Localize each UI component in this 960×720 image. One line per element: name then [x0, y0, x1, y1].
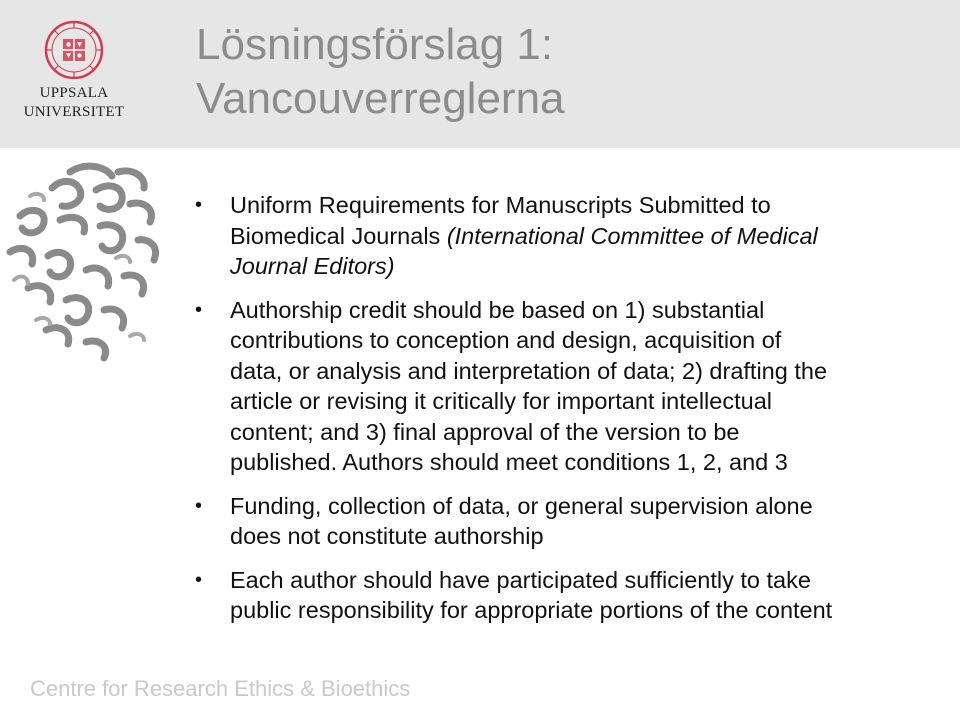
bullet-dot-icon: •: [195, 568, 203, 591]
manuscript-script-decoration: [0, 160, 170, 365]
bullet-text-italic: (International Committee of Medical: [440, 222, 818, 249]
bullet-line: published. Authors should meet conditions 1, 2, and 3: [230, 449, 788, 475]
bullet-line: Uniform Requirements for Manuscripts Submitted to: [230, 192, 771, 218]
university-seal-icon: [44, 20, 104, 80]
bullet-list: [192, 190, 932, 639]
slide-title: [196, 18, 936, 126]
bullet-dot-icon: •: [195, 298, 203, 321]
university-logo: [14, 20, 134, 130]
bullet-line: [230, 221, 932, 252]
list-item: [192, 295, 932, 478]
bullet-line: Authorship credit should be based on 1) substantial: [230, 296, 765, 323]
list-item: [192, 565, 932, 626]
list-item: [192, 491, 932, 552]
bullet-line: Each author should have participated sufficiently to take: [230, 566, 811, 593]
bullet-line-italic: Journal Editors): [230, 253, 395, 279]
bullet-line: contributions to conception and design, acquisition of: [230, 327, 782, 353]
list-item: [192, 190, 932, 282]
bullet-line: data, or analysis and interpretation of data; 2) drafting the: [230, 357, 828, 384]
wordmark-line-2: UNIVERSITET: [23, 104, 125, 120]
title-line-2: Vancouverreglerna: [196, 74, 565, 123]
bullet-line: public responsibility for appropriate portions of the content: [230, 597, 833, 623]
bullet-dot-icon: •: [195, 194, 203, 216]
bullet-line: Funding, collection of data, or general supervision alone: [230, 492, 813, 519]
bullet-text: Biomedical Journals: [230, 222, 441, 249]
bullet-dot-icon: •: [195, 494, 203, 517]
title-line-1: Lösningsförslag 1:: [196, 20, 554, 69]
footer-text: Centre for Research Ethics & Bioethics: [30, 676, 411, 701]
bullet-line: does not constitute authorship: [230, 523, 544, 549]
wordmark-line-1: UPPSALA: [39, 85, 109, 101]
bullet-line: article or revising it critically for important intellectual: [230, 388, 772, 414]
university-wordmark: [14, 84, 134, 122]
bullet-line: content; and 3) final approval of the version to be: [230, 418, 740, 445]
